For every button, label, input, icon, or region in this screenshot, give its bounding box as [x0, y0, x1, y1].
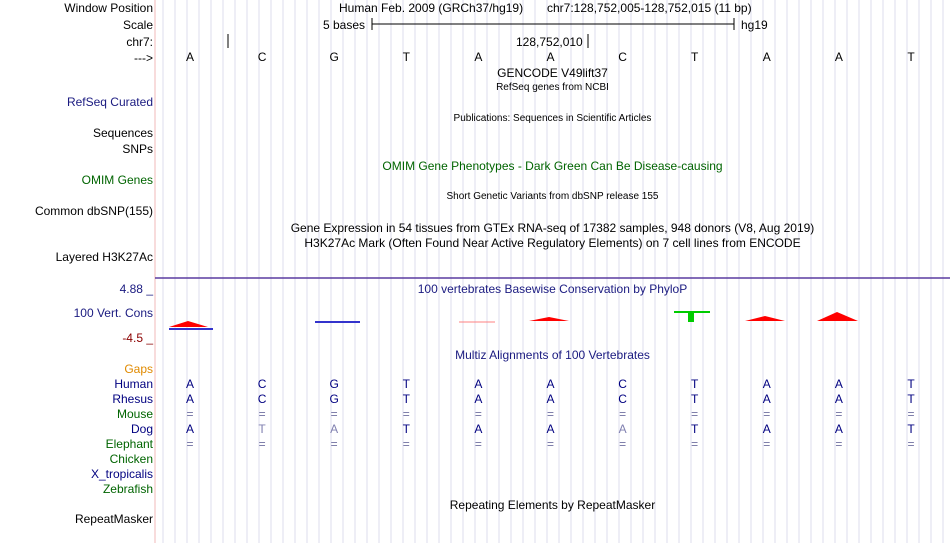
alignment-base: =: [835, 407, 843, 421]
alignment-base: G: [329, 392, 339, 406]
alignment-base: =: [330, 437, 338, 451]
alignment-base: C: [618, 377, 627, 391]
phylop-peak-1: [169, 321, 208, 327]
alignment-base: C: [257, 377, 267, 391]
base-letter: T: [691, 50, 699, 64]
alignment-base: =: [474, 407, 482, 421]
phylop-peak-4: [817, 312, 858, 321]
repeatmasker-label[interactable]: RepeatMasker: [74, 512, 153, 526]
base-letter: A: [546, 50, 555, 64]
vert-cons-label[interactable]: 100 Vert. Cons: [73, 306, 153, 320]
alignment-base: =: [763, 407, 771, 421]
alignment-base: T: [691, 392, 699, 406]
alignment-base: =: [907, 407, 915, 421]
alignment-base: =: [835, 437, 843, 451]
alignment-base: =: [546, 437, 554, 451]
alignment-base: A: [474, 422, 483, 436]
scale-db: hg19: [741, 18, 768, 32]
position-range[interactable]: chr7:128,752,005-128,752,015 (11 bp): [547, 1, 752, 15]
window-position-label: Window Position: [64, 1, 153, 15]
sequences-label[interactable]: Sequences: [92, 126, 153, 140]
alignment-base: =: [402, 407, 410, 421]
species-label-x_tropicalis[interactable]: X_tropicalis: [90, 467, 153, 481]
snps-label[interactable]: SNPs: [122, 142, 153, 156]
base-letter: A: [834, 50, 843, 64]
alignment-base: T: [691, 377, 699, 391]
phylop-green-stem: [688, 311, 694, 322]
alignment-base: C: [618, 392, 627, 406]
ruler-tick-left: [226, 34, 230, 50]
common-dbsnp-label[interactable]: Common dbSNP(155): [34, 204, 153, 218]
alignment-base: T: [907, 422, 915, 436]
omim-track-title: OMIM Gene Phenotypes - Dark Green Can Be Disease-causing: [382, 159, 723, 173]
layered-h3k27ac-label[interactable]: Layered H3K27Ac: [55, 250, 153, 264]
species-label-rhesus[interactable]: Rhesus: [112, 392, 153, 406]
base-letter: T: [907, 50, 915, 64]
alignment-base: =: [619, 437, 627, 451]
alignment-base: =: [402, 437, 410, 451]
alignment-base: =: [258, 437, 266, 451]
assembly-description: Human Feb. 2009 (GRCh37/hg19): [339, 1, 524, 15]
alignment-base: T: [402, 422, 410, 436]
cons-min-label: -4.5 _: [122, 331, 153, 345]
scale-text: 5 bases: [323, 18, 366, 32]
alignment-base: A: [618, 422, 627, 436]
alignment-base: A: [762, 422, 771, 436]
dbsnp-track-title: Short Genetic Variants from dbSNP release 155: [446, 191, 659, 202]
alignment-base: A: [546, 392, 555, 406]
omim-genes-label[interactable]: OMIM Genes: [81, 173, 153, 187]
alignment-base: =: [619, 407, 627, 421]
species-label-zebrafish[interactable]: Zebrafish: [102, 482, 153, 496]
alignment-base: =: [186, 437, 194, 451]
alignment-base: T: [402, 377, 410, 391]
species-label-chicken[interactable]: Chicken: [109, 452, 153, 466]
alignment-base: =: [907, 437, 915, 451]
alignment-base: =: [763, 437, 771, 451]
strand-label: --->: [134, 51, 153, 65]
cons-max-label: 4.88 _: [119, 282, 153, 296]
alignment-base: A: [546, 377, 555, 391]
base-letter: G: [329, 50, 339, 64]
alignment-base: T: [907, 377, 915, 391]
phylop-peak-2: [529, 317, 569, 321]
base-letter: A: [762, 50, 771, 64]
multiz-track-title: Multiz Alignments of 100 Vertebrates: [455, 348, 650, 362]
refseq-track-title: RefSeq genes from NCBI: [496, 82, 609, 93]
species-label-dog[interactable]: Dog: [130, 422, 153, 436]
alignment-base: A: [185, 392, 194, 406]
gtex-track-title: Gene Expression in 54 tissues from GTEx RNA-seq of 17382 samples, 948 donors (V8, Aug 2019): [290, 221, 815, 235]
alignment-base: A: [834, 422, 843, 436]
alignment-base: G: [329, 377, 339, 391]
ruler-tick-center: [586, 34, 590, 50]
base-letter: C: [618, 50, 627, 64]
base-letter: T: [402, 50, 410, 64]
phylop-conservation-plot: [155, 305, 950, 335]
phylop-peak-3: [745, 316, 785, 321]
chromosome-label: chr7:: [126, 35, 153, 49]
gencode-track-title[interactable]: GENCODE V49lift37: [497, 66, 608, 80]
species-label-human[interactable]: Human: [114, 377, 153, 391]
alignment-base: A: [474, 392, 483, 406]
h3k27ac-track-title: H3K27Ac Mark (Often Found Near Active Regulatory Elements) on 7 cell lines from ENCODE: [304, 236, 801, 250]
alignment-base: =: [691, 407, 699, 421]
alignment-base: =: [691, 437, 699, 451]
alignment-base: T: [258, 422, 266, 436]
alignment-base: A: [185, 377, 194, 391]
scale-bar: [370, 16, 736, 32]
alignment-base: A: [330, 422, 339, 436]
alignment-base: =: [330, 407, 338, 421]
alignment-base: A: [762, 392, 771, 406]
refseq-curated-label[interactable]: RefSeq Curated: [66, 95, 153, 109]
base-letter: A: [185, 50, 194, 64]
alignment-base: =: [546, 407, 554, 421]
species-label-mouse[interactable]: Mouse: [116, 407, 153, 421]
alignment-base: A: [185, 422, 194, 436]
scale-label: Scale: [122, 18, 153, 32]
base-letter: A: [474, 50, 483, 64]
alignment-base: A: [762, 377, 771, 391]
publications-track-title: Publications: Sequences in Scientific Articles: [453, 113, 652, 124]
alignment-base: =: [474, 437, 482, 451]
alignment-base: A: [474, 377, 483, 391]
phylop-track-title: 100 vertebrates Basewise Conservation by PhyloP: [417, 282, 688, 296]
alignment-base: =: [186, 407, 194, 421]
alignment-base: =: [258, 407, 266, 421]
repeatmasker-track-title: Repeating Elements by RepeatMasker: [449, 498, 656, 512]
base-letter: C: [257, 50, 267, 64]
alignment-base: A: [834, 392, 843, 406]
gaps-label[interactable]: Gaps: [124, 362, 153, 376]
coordinate-tick: 128,752,010: [516, 35, 583, 49]
alignment-base: C: [257, 392, 267, 406]
species-label-elephant[interactable]: Elephant: [105, 437, 153, 451]
alignment-base: T: [691, 422, 699, 436]
alignment-base: A: [546, 422, 555, 436]
alignment-base: T: [907, 392, 915, 406]
alignment-base: A: [834, 377, 843, 391]
alignment-base: T: [402, 392, 410, 406]
